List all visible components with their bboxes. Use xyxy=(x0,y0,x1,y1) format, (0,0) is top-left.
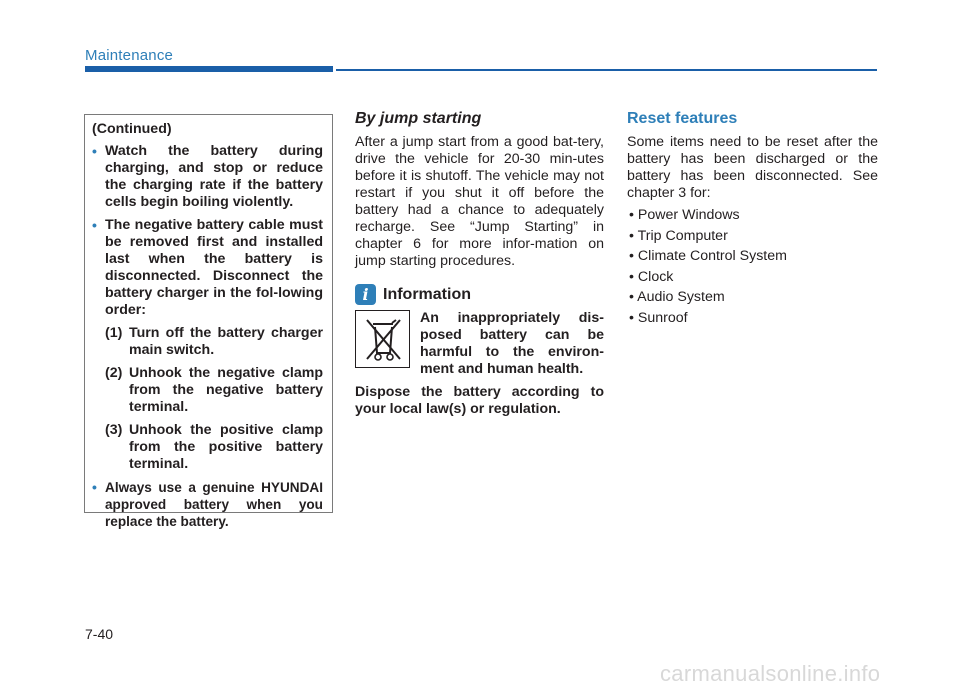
step-number: (3) xyxy=(105,422,123,438)
watermark: carmanualsonline.info xyxy=(660,661,881,686)
information-title: Information xyxy=(383,285,471,303)
continued-label: (Continued) xyxy=(92,121,172,137)
info-icon: i xyxy=(355,284,376,305)
step-item xyxy=(105,422,323,473)
step-text: Unhook the negative clamp from the negative battery terminal. xyxy=(129,365,323,415)
reset-features-heading: Reset features xyxy=(627,110,738,127)
page-number: 7-40 xyxy=(85,626,114,642)
jump-start-body: After a jump start from a good bat-tery, drive the vehicle for 20-30 min-utes before it is shutoff. The vehicle may not restart if you shut it off before the battery had a chance to adequately recharge. See “Jump Starting” in chapter 6 for more infor-mation on jump starting procedures. xyxy=(355,134,604,269)
bullet-dot: • xyxy=(92,479,97,495)
step-item xyxy=(105,325,323,359)
warning-bullet-text: Watch the battery during charging, and stop or reduce the charging rate if the battery cells begin boiling violently. xyxy=(105,143,323,210)
jump-start-heading: By jump starting xyxy=(355,110,482,127)
reset-features-body: Some items need to be reset after the battery has been discharged or the battery has been disconnected. See chapter 3 for: xyxy=(627,134,878,201)
list-item: • Clock xyxy=(629,268,674,285)
reset-features-column xyxy=(627,110,878,328)
section-title: Maintenance xyxy=(85,47,174,64)
warning-bullet xyxy=(92,143,323,211)
step-item xyxy=(105,365,323,416)
bullet-dot: • xyxy=(92,143,97,159)
crossed-out-bin-icon xyxy=(355,310,410,368)
step-number: (2) xyxy=(105,365,123,381)
information-text: An inappropriately dis-posed battery can be harmful to the environ-ment and human health. xyxy=(420,310,604,377)
header-rule-thick xyxy=(85,66,333,72)
list-item: • Trip Computer xyxy=(629,227,728,244)
bullet-dot: • xyxy=(92,217,97,233)
step-text: Turn off the battery charger main switch. xyxy=(129,325,323,358)
warning-bullet-text: Always use a genuine HYUNDAI approved battery when you replace the battery. xyxy=(105,480,323,529)
header-rule-thin xyxy=(336,69,877,71)
warning-bullet xyxy=(92,479,323,530)
step-number: (1) xyxy=(105,325,123,341)
warning-box xyxy=(84,114,333,529)
list-item: • Audio System xyxy=(629,289,725,305)
reset-feature-list xyxy=(627,205,878,328)
warning-bullet-text: The negative battery cable must be removed first and installed last when the battery is disconnected. Disconnect the battery charger in the fol-lowing order: xyxy=(105,217,323,318)
list-item: • Sunroof xyxy=(629,309,688,326)
jump-start-column xyxy=(355,110,604,418)
information-body xyxy=(355,310,604,378)
list-item: • Climate Control System xyxy=(629,248,787,264)
step-text: Unhook the positive clamp from the positive battery terminal. xyxy=(129,422,323,472)
information-header xyxy=(355,284,604,305)
list-item: • Power Windows xyxy=(629,207,740,223)
warning-bullet xyxy=(92,217,323,319)
information-dispose-text: Dispose the battery according to your local law(s) or regulation. xyxy=(355,384,604,417)
step-list xyxy=(92,325,323,473)
